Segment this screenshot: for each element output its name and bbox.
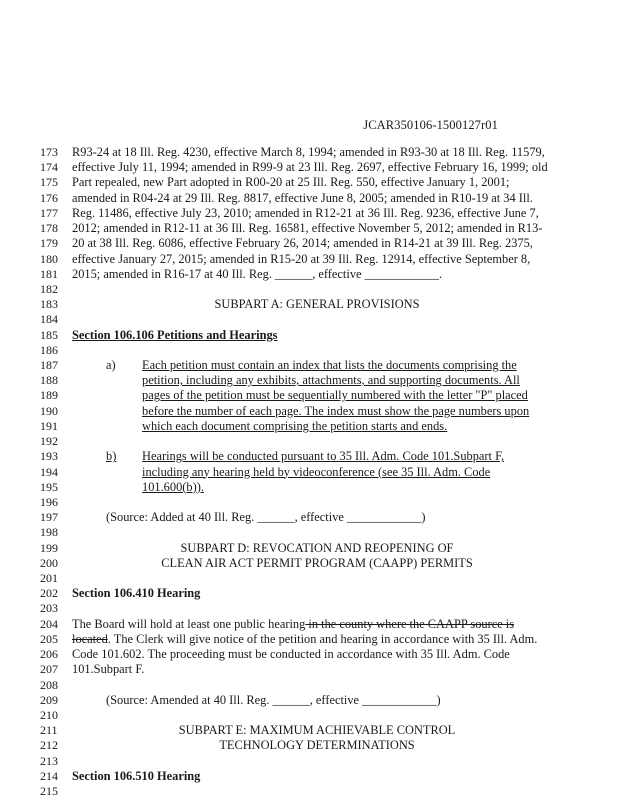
line-text: R93-24 at 18 Ill. Reg. 4230, effective March 8, 1994; amended in R93-30 at 18 Ill. Reg. 11579,: [72, 145, 545, 159]
text-line: [0, 632, 644, 647]
line-number: 200: [40, 555, 58, 570]
line-number: 195: [40, 479, 58, 494]
line-text: 101.600(b)).: [142, 479, 204, 494]
subpart-e-title: SUBPART E: MAXIMUM ACHIEVABLE CONTROL: [178, 723, 456, 738]
line-text: 101.Subpart F.: [72, 662, 145, 677]
blank-line: [0, 571, 644, 586]
text-line: [0, 160, 644, 175]
line-number: 193: [40, 449, 58, 464]
subpart-a-title: SUBPART A: GENERAL PROVISIONS: [214, 297, 420, 312]
text-line: [0, 252, 644, 267]
subpart-heading: [0, 738, 644, 753]
line-text: [72, 617, 514, 632]
line-text: Part repealed, new Part adopted in R00-20 at 25 Ill. Reg. 550, effective January 1, 2001;: [72, 175, 510, 190]
source-note: [0, 693, 644, 708]
text-line: [0, 662, 644, 677]
section-106-410-title: Section 106.410 Hearing: [72, 586, 201, 601]
subpart-d-title: SUBPART D: REVOCATION AND REOPENING OF: [180, 540, 454, 555]
line-number: 184: [40, 312, 58, 327]
blank-line: [0, 678, 644, 693]
kept-text: . The Clerk will give notice of the petition and hearing in accordance with 35 Ill. Adm.: [107, 631, 538, 646]
text-line: [0, 236, 644, 251]
source-text: (Source: Amended at 40 Ill. Reg. ______, effective ____________): [106, 692, 441, 707]
struck-text: located: [72, 631, 108, 646]
text-line: [0, 191, 644, 206]
text-line: [0, 404, 644, 419]
line-number: 202: [40, 586, 58, 601]
item-letter: b): [106, 449, 117, 464]
line-number: 177: [40, 205, 58, 220]
section-106-106-title: Section 106.106 Petitions and Hearings: [72, 327, 278, 342]
text-line: [0, 221, 644, 236]
line-number: 209: [40, 692, 58, 707]
text-line: [0, 617, 644, 632]
line-number: 198: [40, 525, 58, 540]
line-text: 2015; amended in R16-17 at 40 Ill. Reg. ______, effective ____________.: [72, 266, 443, 281]
section-title: Section 106.510 Hearing: [72, 768, 201, 783]
line-text: [72, 632, 537, 647]
line-number: 207: [40, 662, 58, 677]
line-number: 210: [40, 707, 58, 722]
struck-text: in the county where the CAAPP source is: [305, 616, 515, 631]
line-text: Hearings will be conducted pursuant to 35 Ill. Adm. Code 101.Subpart F,: [142, 449, 505, 464]
line-number: 199: [40, 540, 58, 555]
line-text: amended in R04-24 at 29 Ill. Reg. 8817, effective June 8, 2005; amended in R10-19 at 34 Ill.: [72, 190, 533, 205]
line-number: 186: [40, 342, 58, 357]
blank-line: [0, 525, 644, 540]
blank-line: [0, 754, 644, 769]
text-line: [0, 206, 644, 221]
line-number: 190: [40, 403, 58, 418]
line-number: 187: [40, 358, 58, 372]
kept-text: The Board will hold at least one public hearing: [72, 616, 306, 631]
line-text: effective July 11, 1994; amended in R99-9 at 23 Ill. Reg. 2697, effective February 16, 1999; old: [72, 160, 548, 175]
line-text: 2012; amended in R12-11 at 36 Ill. Reg. 16581, effective November 5, 2012; amended in R13-: [72, 221, 543, 236]
blank-line: [0, 312, 644, 327]
text-line: [0, 388, 644, 403]
line-text: 20 at 38 Ill. Reg. 6086, effective February 26, 2014; amended in R14-21 at 39 Ill. Reg. 2375,: [72, 236, 533, 251]
line-number: 188: [40, 373, 58, 388]
line-text: before the number of each page. The index must show the page numbers upon: [142, 403, 530, 418]
line-number: 176: [40, 190, 58, 205]
text-line: [0, 175, 644, 190]
text-line: [0, 480, 644, 495]
line-number: 175: [40, 175, 58, 190]
source-text: (Source: Added at 40 Ill. Reg. ______, effective ____________): [106, 510, 426, 525]
line-text: which each document comprising the petition starts and ends.: [142, 418, 448, 433]
line-text: Each petition must contain an index that lists the documents comprising the: [142, 358, 517, 372]
line-number: 206: [40, 647, 58, 662]
blank-line: [0, 601, 644, 616]
line-number: 204: [40, 616, 58, 631]
line-text: Code 101.602. The proceeding must be conducted in accordance with 35 Ill. Adm. Code: [72, 647, 510, 662]
line-number: 212: [40, 738, 58, 753]
line-number: 173: [40, 145, 58, 159]
document-id: JCAR350106-1500127r01: [363, 118, 498, 132]
line-number: 214: [40, 768, 58, 783]
blank-line: [0, 282, 644, 297]
line-number: 178: [40, 221, 58, 236]
line-number: 191: [40, 418, 58, 433]
line-number: 197: [40, 510, 58, 525]
line-number: 183: [40, 297, 58, 312]
text-line: [0, 373, 644, 388]
line-number: 211: [40, 723, 58, 738]
subpart-heading: [0, 541, 644, 556]
line-number: 213: [40, 753, 58, 768]
text-line: [0, 145, 644, 160]
subpart-heading: [0, 556, 644, 571]
line-number: 180: [40, 251, 58, 266]
line-number: 185: [40, 327, 58, 342]
line-text: petition, including any exhibits, attachments, and supporting documents. All: [142, 373, 520, 388]
text-line: [0, 465, 644, 480]
source-note: [0, 510, 644, 525]
line-number: 196: [40, 494, 58, 509]
line-text: Reg. 11486, effective July 23, 2010; amended in R12-21 at 36 Ill. Reg. 9236, effective June 7,: [72, 205, 539, 220]
line-number: 182: [40, 281, 58, 296]
subpart-heading: [0, 297, 644, 312]
text-line: [0, 647, 644, 662]
line-number: 215: [40, 784, 58, 798]
line-number: 205: [40, 631, 58, 646]
line-number: 189: [40, 388, 58, 403]
subpart-d-title-cont: CLEAN AIR ACT PERMIT PROGRAM (CAAPP) PERMITS: [161, 555, 473, 570]
line-number: 181: [40, 266, 58, 281]
blank-line: [0, 434, 644, 449]
line-number: 201: [40, 571, 58, 585]
line-number: 208: [40, 677, 58, 692]
blank-line: [0, 495, 644, 510]
item-letter: a): [106, 358, 116, 372]
line-number: 174: [40, 160, 58, 175]
line-number: 179: [40, 236, 58, 251]
subpart-title: TECHNOLOGY DETERMINATIONS: [219, 738, 415, 753]
section-heading: [0, 586, 644, 601]
section-heading: [0, 769, 644, 784]
line-text: including any hearing held by videoconference (see 35 Ill. Adm. Code: [142, 464, 491, 479]
text-line: [0, 358, 644, 373]
subpart-heading: [0, 723, 644, 738]
text-line: [0, 419, 644, 434]
blank-line: [0, 708, 644, 723]
text-line: [0, 449, 644, 464]
line-number: 203: [40, 601, 58, 616]
line-number: 194: [40, 464, 58, 479]
line-text: effective January 27, 2015; amended in R15-20 at 39 Ill. Reg. 12914, effective September 8,: [72, 251, 531, 266]
section-heading: [0, 328, 644, 343]
text-line: [0, 267, 644, 282]
blank-line: [0, 343, 644, 358]
line-number: 192: [40, 434, 58, 449]
blank-line: [0, 784, 644, 799]
line-text: pages of the petition must be sequentially numbered with the letter "P" placed: [142, 388, 528, 403]
